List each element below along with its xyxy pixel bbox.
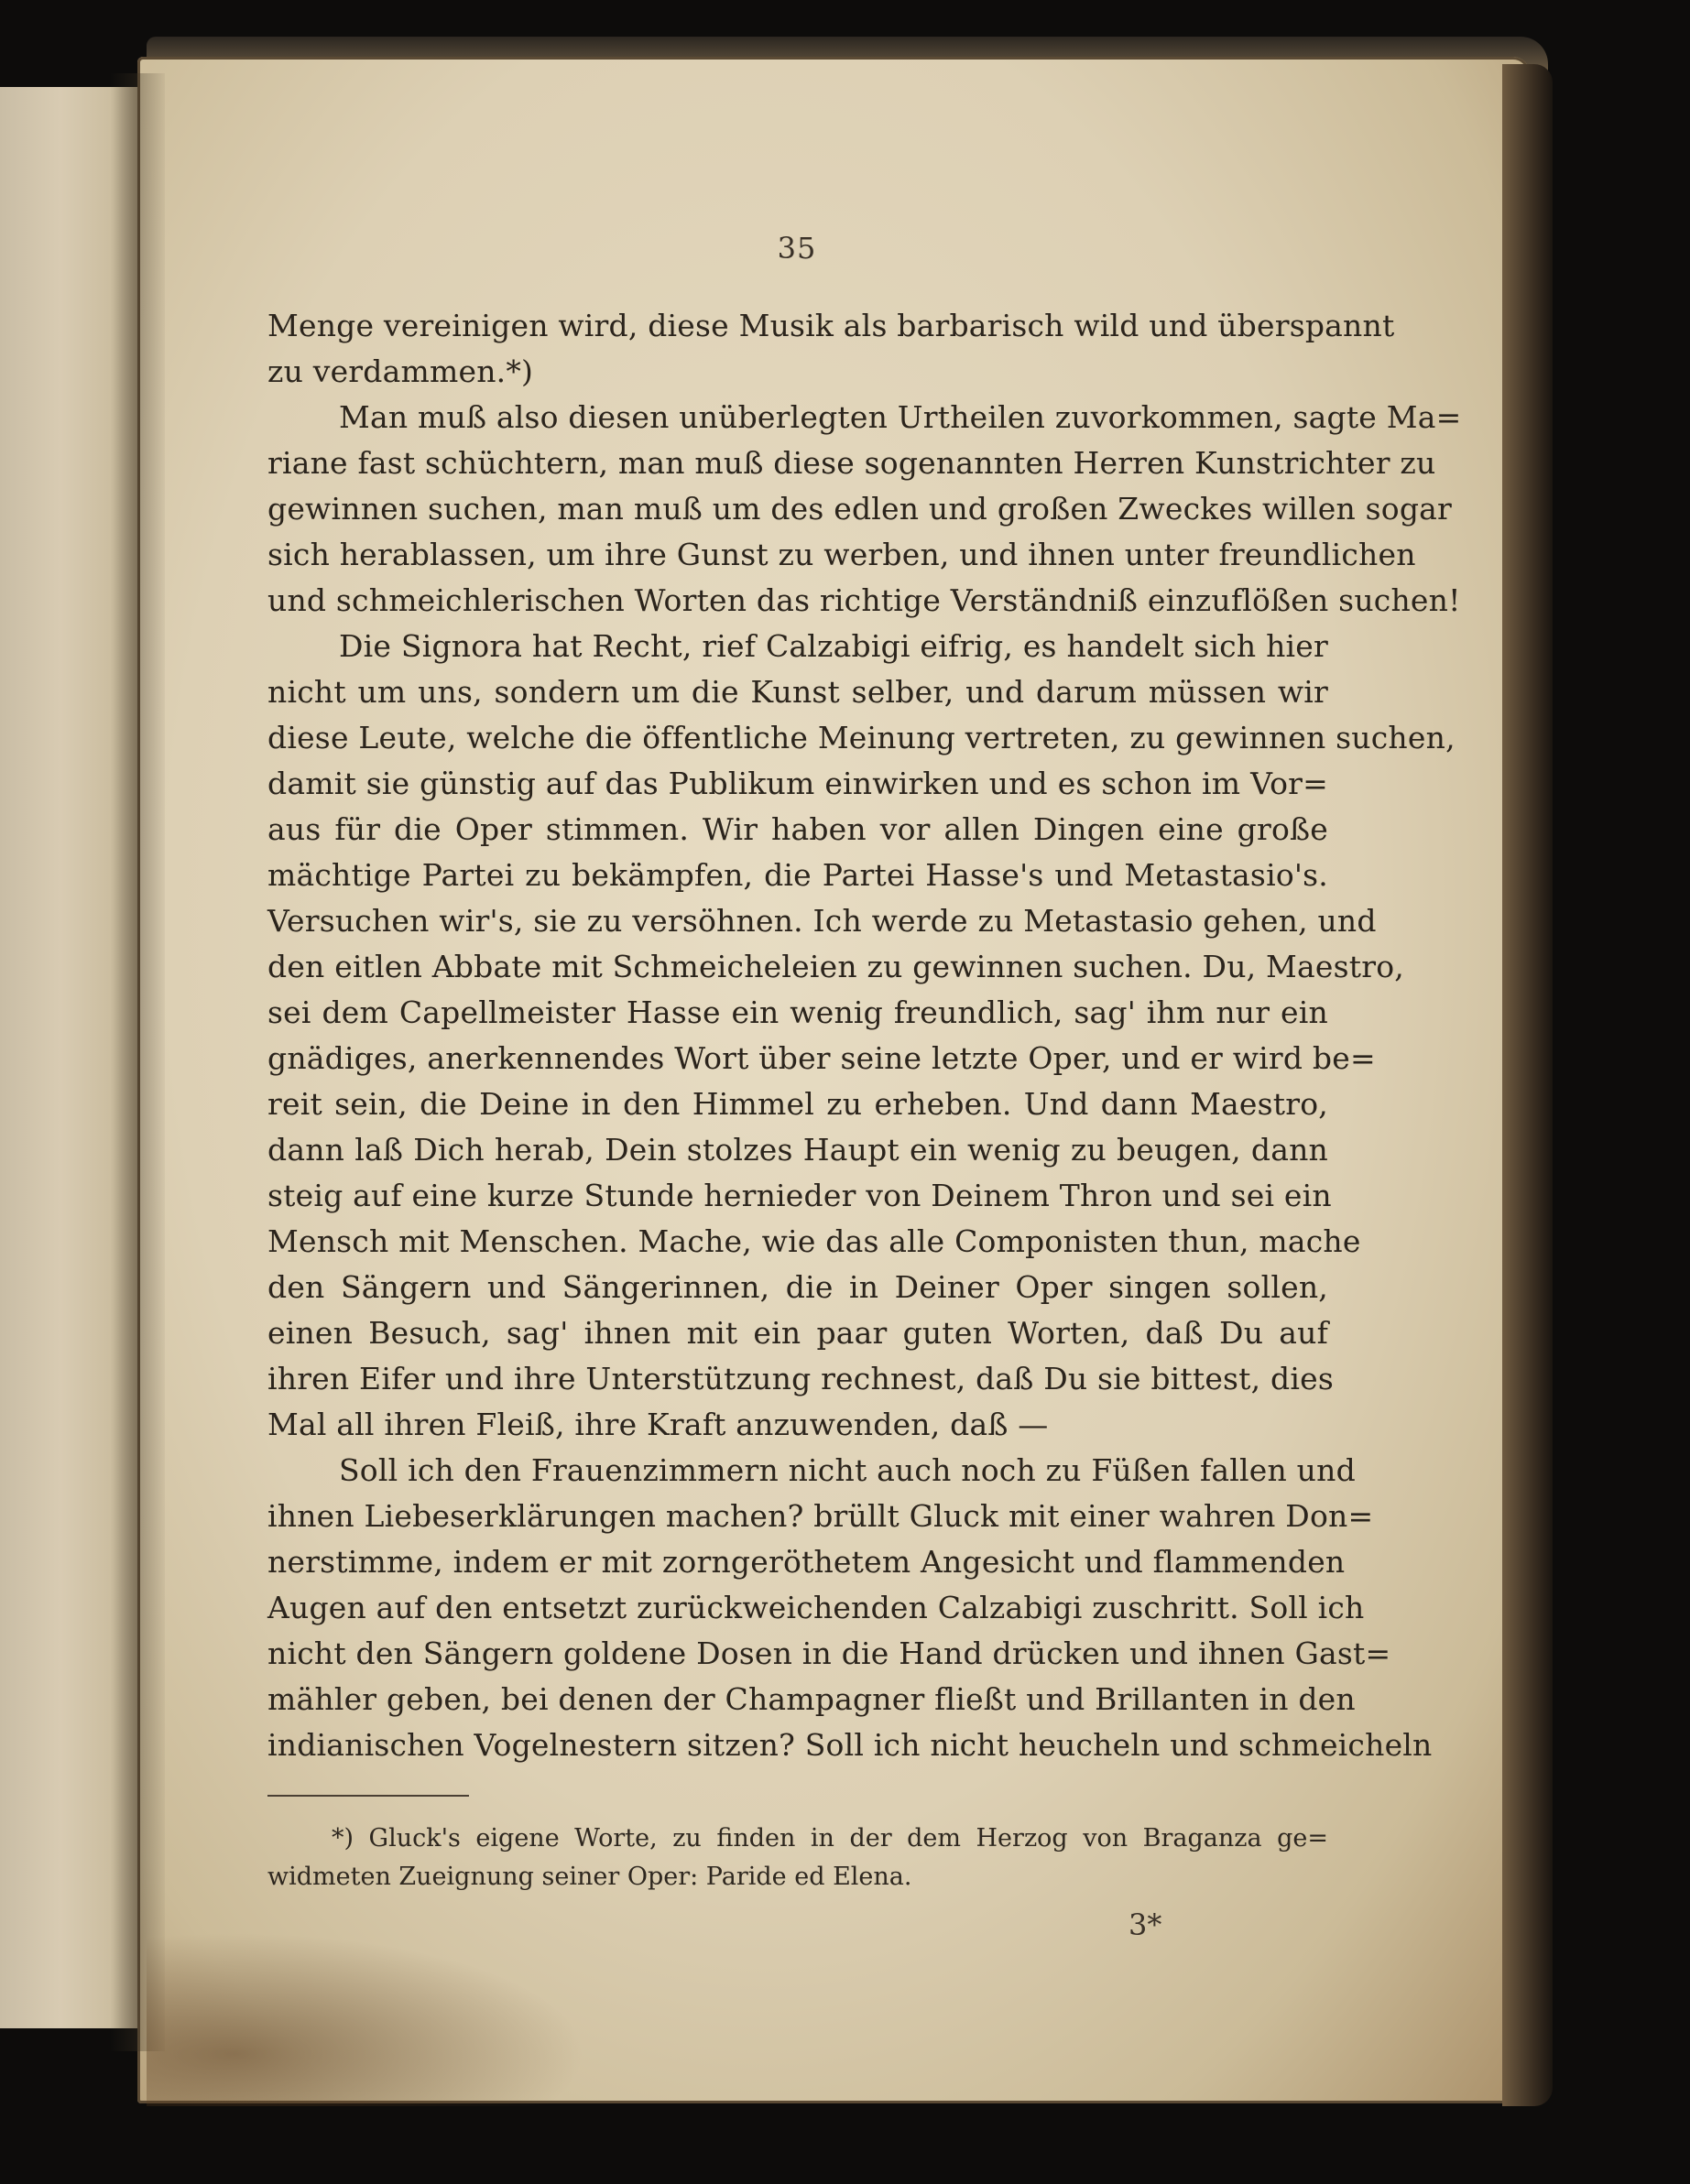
text-line: nicht um uns, sondern um die Kunst selber, und darum müssen wir — [267, 674, 1328, 710]
signature-mark: 3* — [1128, 1907, 1162, 1942]
text-line: sei dem Capellmeister Hasse ein wenig freundlich, sag' ihm nur ein — [267, 994, 1328, 1030]
page-right-edge — [1502, 64, 1553, 2106]
footnote-line: *) Gluck's eigene Worte, zu finden in der dem Herzog von Braganza ge= — [332, 1824, 1328, 1853]
text-line: damit sie günstig auf das Publikum einwirken und es schon im Vor= — [267, 766, 1328, 801]
footnote-rule — [267, 1795, 469, 1797]
text-line: Soll ich den Frauenzimmern nicht auch noch zu Füßen fallen und — [339, 1452, 1356, 1488]
text-line: Menge vereinigen wird, diese Musik als barbarisch wild und überspannt — [267, 308, 1395, 343]
text-line: und schmeichlerischen Worten das richtige Verständniß einzuflößen suchen! — [267, 582, 1461, 618]
text-line: mächtige Partei zu bekämpfen, die Partei Hasse's und Metastasio's. — [267, 857, 1328, 893]
text-line: einen Besuch, sag' ihnen mit ein paar guten Worten, daß Du auf — [267, 1315, 1328, 1351]
text-line: den eitlen Abbate mit Schmeicheleien zu gewinnen suchen. Du, Maestro, — [267, 949, 1404, 984]
text-line: Augen auf den entsetzt zurückweichenden Calzabigi zuschritt. Soll ich — [267, 1590, 1365, 1625]
text-line: Die Signora hat Recht, rief Calzabigi eifrig, es handelt sich hier — [339, 628, 1328, 664]
text-line: gnädiges, anerkennendes Wort über seine letzte Oper, und er wird be= — [267, 1040, 1376, 1076]
text-line: riane fast schüchtern, man muß diese sogenannten Herren Kunstrichter zu — [267, 445, 1436, 481]
text-line: Man muß also diesen unüberlegten Urtheilen zuvorkommen, sagte Ma= — [339, 399, 1462, 435]
page-stain — [147, 1932, 586, 2106]
text-line: Mensch mit Menschen. Mache, wie das alle Componisten thun, mache — [267, 1223, 1361, 1259]
text-line: Versuchen wir's, sie zu versöhnen. Ich werde zu Metastasio gehen, und — [267, 903, 1377, 939]
text-line: Mal all ihren Fleiß, ihre Kraft anzuwenden, daß — — [267, 1407, 1049, 1442]
text-line: steig auf eine kurze Stunde hernieder von Deinem Thron und sei ein — [267, 1178, 1332, 1213]
text-line: nicht den Sängern goldene Dosen in die Hand drücken und ihnen Gast= — [267, 1635, 1391, 1671]
text-line: sich herablassen, um ihre Gunst zu werben, und ihnen unter freundlichen — [267, 537, 1416, 572]
text-line: indianischen Vogelnestern sitzen? Soll ich nicht heucheln und schmeicheln — [267, 1727, 1433, 1763]
text-line: diese Leute, welche die öffentliche Meinung vertreten, zu gewinnen suchen, — [267, 720, 1456, 755]
text-line: ihnen Liebeserklärungen machen? brüllt Gluck mit einer wahren Don= — [267, 1498, 1374, 1534]
text-line: den Sängern und Sängerinnen, die in Deiner Oper singen sollen, — [267, 1269, 1328, 1305]
text-line: aus für die Oper stimmen. Wir haben vor allen Dingen eine große — [267, 811, 1328, 847]
text-line: reit sein, die Deine in den Himmel zu erheben. Und dann Maestro, — [267, 1086, 1328, 1122]
text-line: ihren Eifer und ihre Unterstützung rechnest, daß Du sie bittest, dies — [267, 1361, 1334, 1396]
text-line: dann laß Dich herab, Dein stolzes Haupt ein wenig zu beugen, dann — [267, 1132, 1328, 1168]
text-line: gewinnen suchen, man muß um des edlen und großen Zweckes willen sogar — [267, 491, 1453, 527]
text-line: zu verdammen.*) — [267, 353, 534, 389]
book-gutter — [110, 73, 165, 2051]
text-line: nerstimme, indem er mit zorngeröthetem Angesicht und flammenden — [267, 1544, 1346, 1580]
text-line: mähler geben, bei denen der Champagner fließt und Brillanten in den — [267, 1681, 1356, 1717]
page-number: 35 — [777, 231, 817, 266]
footnote-line: widmeten Zueignung seiner Oper: Paride ed Elena. — [267, 1863, 912, 1891]
